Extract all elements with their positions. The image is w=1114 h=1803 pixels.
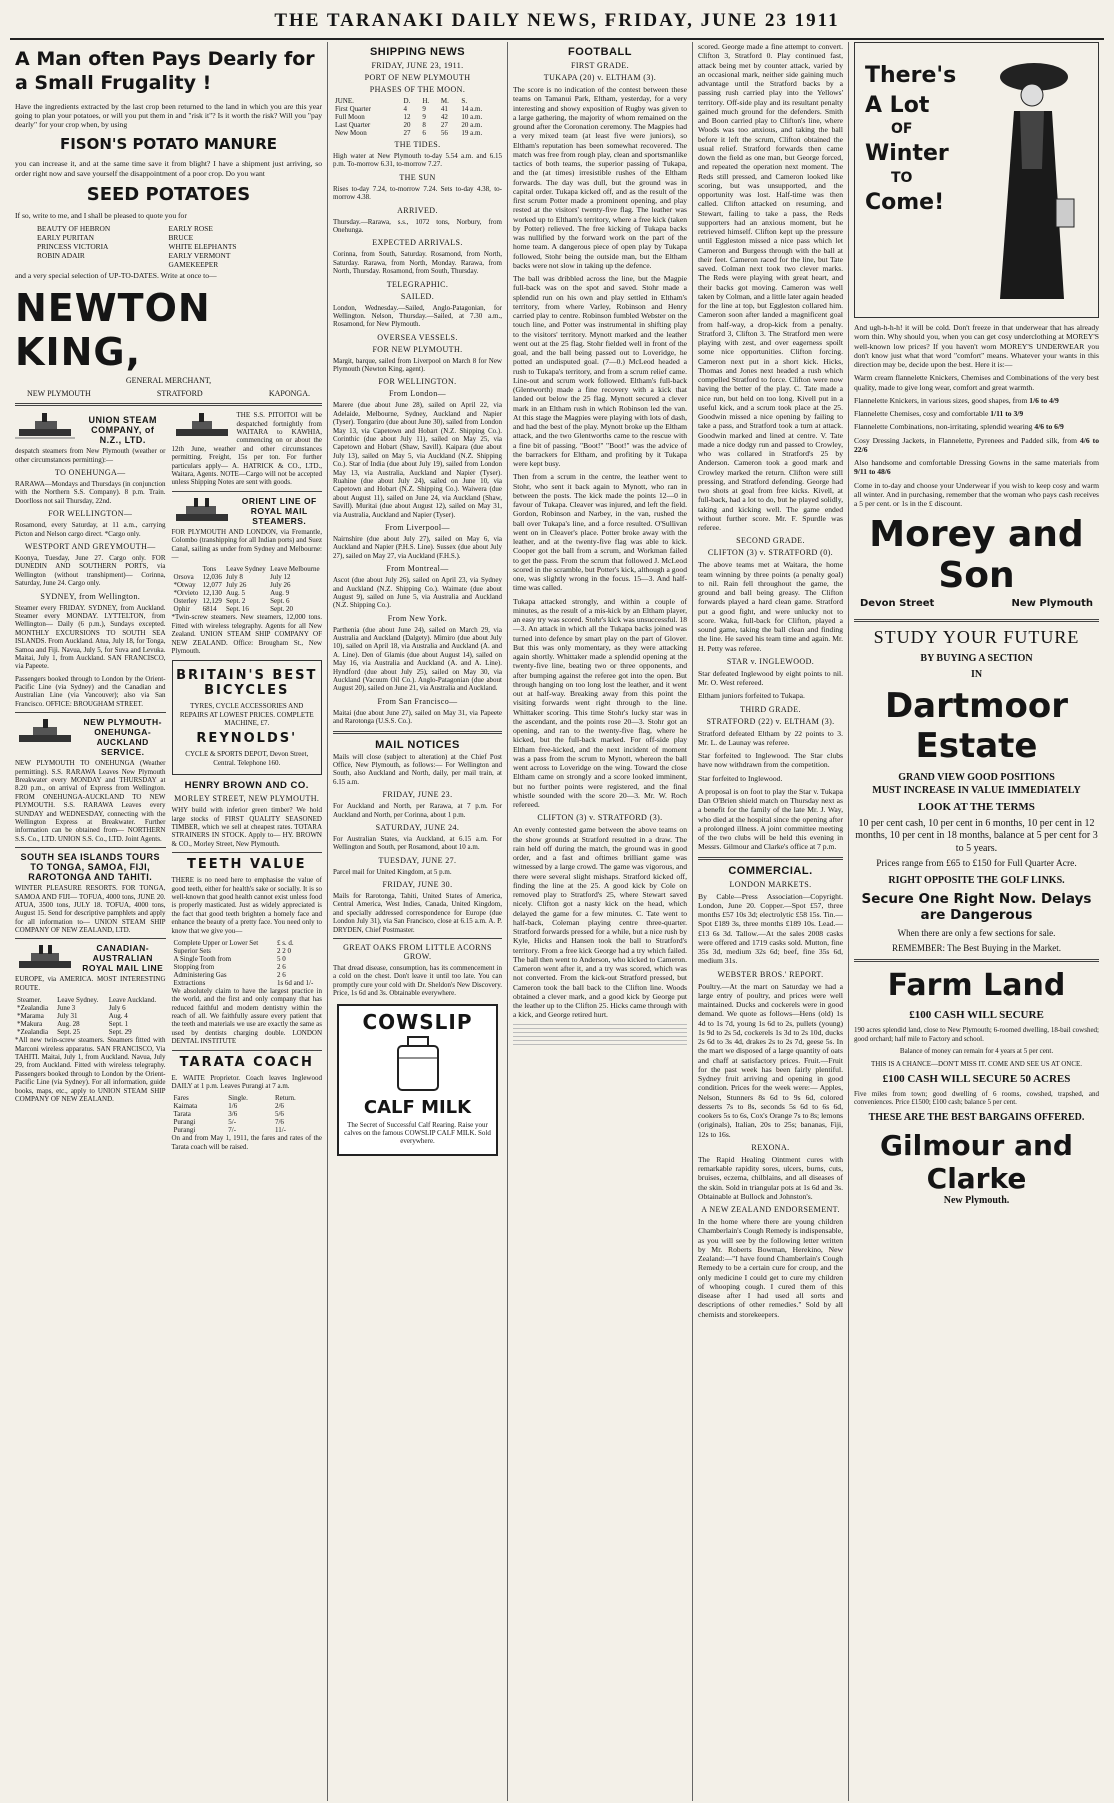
coach-table [172, 1094, 323, 1134]
bicycles-advert [172, 660, 323, 775]
seed-variety: GAMEKEEPER [168, 260, 219, 269]
place: KAPONGA. [268, 389, 310, 399]
vessels-text-5: Maitai (due about June 27), sailed on May 31, via Papeete and Rarotonga (U.S.S. Co.). [333, 708, 502, 726]
teeth-table [172, 939, 323, 987]
cowslip-text: The Secret of Successful Calf Rearing. Raise your calves on the famous COWSLIP CALF MILK. Sold everywhere. [344, 1120, 491, 1146]
terms-head: LOOK AT THE TERMS [918, 801, 1035, 814]
onehunga-text: RARAWA—Mondays and Thursdays (in conjunction with the Northern S.S. Company). 8 p.m. Train. Doorlloss not sail Thursday, 22nd. [15, 480, 166, 505]
shipping-headline: SHIPPING NEWS [369, 46, 466, 58]
table-row: *Orvieto 12,130 Aug. 5 Aug. 9 [173, 589, 290, 598]
sydney-text: Steamer every FRIDAY. SYDNEY, from Auckland. Steamer every MONDAY. LYTTELTON, from Wellington— Daily (6 p.m.), Sundays excepted. MONTHLY EXCURSIONS TO SOUTH SEA ISLANDS. From Auckland. Atua, July 18, for Tonga, Samoa and Fiji. Navua, July 5, for Suva and Levuka. Maitai, July 1, from Auckland. SAN FRANCISCO, via Papeete. [15, 603, 166, 671]
canadian-text: EUROPE, via AMERICA. MOST INTERESTING ROUTE. [15, 975, 166, 992]
overseas-head: OVERSEA VESSELS. [377, 332, 458, 342]
column-commercial [693, 42, 849, 1801]
table-row: Orsova 12,036 July 8 July 12 [173, 573, 291, 582]
south-sea-text: WINTER PLEASURE RESORTS. FOR TONGA, SAMOA AND FIJI— TOFUA, 4000 tons, JUNE 20. ATUA, 3500 tons, JULY 18. TOFUA, 4000 tons, August 15. Send for descriptive pamphlets and apply for all information to— UNION STEAM SHIP COMPANY OF NEW ZEALAND, LTD. [15, 884, 166, 935]
seed-headline: SEED POTATOES [86, 183, 251, 205]
friday30-text: Mails for Rarotonga, Tahiti, United States of America, Central America, West Indies, Canada, United Kingdom, and specially addressed correspondence for Europe (due London July 31), via San Francisco, close at 6.15 a.m. A. P. DRYDEN, Chief Postmaster. [333, 892, 502, 934]
table-row: Steamer. Leave Sydney. Leave Auckland. [17, 996, 157, 1005]
column-shipping [328, 42, 508, 1801]
advert-subcolumn-left [15, 411, 166, 1155]
seed-variety: PRINCESS VICTORIA [37, 242, 109, 251]
stratford3-text: Stratford defeated Eltham by 22 points to 3. Mr. L. de Launay was referee. [698, 728, 843, 747]
column-advertisements [10, 42, 328, 1801]
port-head: PORT OF NEW PLYMOUTH [364, 73, 471, 82]
gilmour-town: New Plymouth. [943, 1194, 1010, 1206]
rexona-head: REXONA. [751, 1142, 790, 1152]
vessels-text-4: Parthenia (due about June 24), sailed on March 29, via Australia and Auckland (Dalgety). Mimiro (due about July 10), sailed on April 18, via Australia and Auckland (A. and A. Line). Den of Glamis (due about August 14), sailed on May 16, via Australia and Auckland (A. and A. Line). Hyndford (due about July 25), sailed on May 30, via Auckland (Vacuum Oil Co.). Anglo-Patagonian (due about August 20), sailed on June 21, via Australia and Auckland. [333, 625, 502, 693]
table-row: Tarata 3/6 5/6 [173, 1110, 284, 1119]
advert-subcolumns [15, 411, 322, 1155]
table-row: *Zealandia June 3 July 6 [17, 1004, 126, 1013]
farm-text-2: Balance of money can remain for 4 years at 5 per cent. [899, 1047, 1054, 1056]
table-row: Stopping from 2 6 [173, 962, 286, 971]
table-row: Superior Sets 2 2 0 [173, 946, 291, 955]
seed-variety: ROBIN ADAIR [37, 251, 85, 260]
star-text: Star defeated Inglewood by eight points to nil. Mr. O. West refereed. [698, 668, 843, 687]
table-row: Administering Gas 2 6 [173, 970, 286, 979]
table-row: *Makura Aug. 28 Sept. 1 [17, 1020, 129, 1029]
stratford3-head: STRATFORD (22) v. ELTHAM (3). [706, 716, 835, 726]
from-montreal: From Montreal— [386, 564, 449, 574]
football-continued-text: scored. George made a fine attempt to convert. Clifton 3, Stratford 0. Play continued fast, attack being met by counter attack, varied by an occasional mark, neither side gaining much advantage until the Stratford backs by a passing rush carried play into the Yellows' territory. Off-side play and its resultant penalty gained much ground for the defenders. Smith and Boon carried play to Clifton's line, where Woods was too anxious, and taking the ball before it left the scrum, Clifton obtained the usual relief. Stratford forwards then came down the field as one man, but George forced, and repeated the operation next moment. The Reds still pressed, and Cameron looked like scoring, but was unsupported, and the opportunity was lost. Half-time was then called. Clifton attacked on resuming, and Stewart, failing to take a pass, the Reds supporters had an anxious moment, but he retrieved himself. Clifton kept up the pressure until Eggleston missed a nice pass which let Cameron and Burgess through with the ball at their feet. Cameron raced for the line, but Tate saved. Colman next took two clever marks. The Reds were playing with great heart, and their backs got moving. Cameron was well taken by Colman, and a little later again headed for the line at top, but Eggleston collared him. Cameron soon after landed a magnificent goal from half-way, a drop-kick from a penalty. Stratford 3, Clifton 3. The Stratford men were playing with zest, and over eagerness spoilt some nice opportunities. Clifton forcing. Cameron next put in a short kick. Hicks, Thomas and Jones next headed a rush which compelled Stratford to force. Clifton were now having the better of the play. C. Tate made a nice run, but held on too long. Kivell put in a useful kick, and a scrum took place at the 25. Goodwin missed a nice opening by failing to take a pass, and Stratford took a turn at attack. Goodwin marked and lined at centre. V. Tate made a nice dodgy run and passed to Crowley, who was collared in Stratford's 25 by Anderson. Cameron took a good mark and Crowley marked the return. Clifton were still pressing, and Stratford defending. George had two shots at goal from free kicks. Kivell, at full-back, had a lot to do, but he played solidly, taking and kicking well. The game ended without further score. Mr. F. Spurdle was referee. [698, 42, 843, 532]
brown-sub: MORLEY STREET, NEW PLYMOUTH. [174, 794, 320, 804]
cowslip-advert [337, 1004, 498, 1156]
orient-text-2: *Twin-screw steamers. New steamers, 12,000 tons. Fitted with wireless telegraphy. Agents for all New Zealand. UNION STEAM SHIP COMPANY OF NEW ZEALAND. Office: Brougham St., New Plymouth. [171, 613, 322, 655]
acorns-text: That dread disease, consumption, has its commencement in a cold on the chest. Don't leave it until too late. You can promptly cure your cold with Dr. Sheldon's New Discovery. Price, 1s 6d and 3s. Obtainable everywhere. [333, 964, 502, 998]
proposal-text: A proposal is on foot to play the Star v. Tukapa Dan O'Brien shield match on Thursday next as a benefit for the family of the late Mr. J. Way, who died at the hospital since the opening after a prolonged illness. A joint committee meeting of the two clubs will be held this evening in Messrs. Gilmour and Clarke's office at 7 p.m. [698, 786, 843, 852]
table-row: JUNE. D. H. M. S. [335, 97, 468, 105]
orient-table [172, 565, 323, 613]
tides-text: High water at New Plymouth to-day 5.54 a.m. and 6.15 p.m. To-morrow 6.31, to-morrow 7.27. [333, 152, 502, 169]
clifton2-head: CLIFTON (3) v. STRATFORD (0). [707, 548, 834, 558]
seed-variety: EARLY PURITAN [37, 233, 94, 242]
clifton-match-head: CLIFTON (3) v. STRATFORD (3). [537, 813, 663, 823]
table-row: Kaimata 1/6 2/6 [173, 1102, 284, 1111]
commercial-headline: COMMERCIAL. [728, 864, 813, 877]
from-liverpool: From Liverpool— [385, 522, 450, 532]
friday-text: For Auckland and North, per Rarawa, at 7 p.m. For Auckland and North, per Corinna, about 1 p.m. [333, 802, 502, 819]
acorns-head: GREAT OAKS FROM LITTLE ACORNS GROW. [343, 943, 492, 962]
dartmoor-tag-1: GRAND VIEW GOOD POSITIONS [898, 772, 1055, 784]
passengers-text: Passengers booked through to London by the Orient-Pacific Line (via Sydney) and the Canadian and Australian Line (via Vancouver); also via San Francisco. OFFICE: BROUGHAM STREET. [15, 674, 166, 708]
coach-head: TARATA COACH [179, 1054, 314, 1070]
seed-variety: WHITE ELEPHANTS [168, 242, 237, 251]
mail-headline: MAIL NOTICES [375, 738, 460, 751]
from-newyork: From New York. [387, 613, 448, 623]
table-row: New Moon 27 6 56 19 a.m. [335, 129, 483, 137]
list-item: Flannelette Knickers, in various sizes, good shapes, from 1/6 to 4/9 [854, 395, 1059, 405]
sun-head: THE SUN [399, 172, 436, 182]
table-row: *Otway 12,077 July 26 July 26 [173, 581, 291, 590]
newton-king-name: NEWTON KING, [15, 286, 211, 375]
webster-head: WEBSTER BROS.' REPORT. [717, 969, 824, 979]
list-item: Flannelette Chemises, cosy and comfortable 1/11 to 3/9 [854, 409, 1024, 418]
shipping-date: FRIDAY, JUNE 23, 1911. [371, 61, 464, 70]
farm-land-head: Farm Land [887, 968, 1066, 1004]
winter-headline: There's A Lot OF Winter TO Come! [865, 63, 957, 215]
wellington-text: Rosamond, every Saturday, at 11 a.m., carrying Picton and Nelson cargo direct. *Cargo only. [15, 521, 166, 538]
table-row: Fares Single. Return. [173, 1094, 296, 1103]
teeth-text: THERE is no need here to emphasise the value of good teeth, either for health's sake or socially. It is so well-known that good health cannot exist unless food is properly masticated. Just as widely appreciated is the fact that good teeth brighten a homely face and enhance the beauty of a pretty face. You need only to know that we give you— [171, 876, 322, 935]
farm-cash-2: £100 CASH WILL SECURE 50 ACRES [882, 1072, 1071, 1085]
bicycles-head: BRITAIN'S BEST BICYCLES [176, 668, 318, 699]
table-row: First Quarter 4 9 41 14 a.m. [335, 105, 483, 113]
column-football [508, 42, 693, 1801]
saturday-text: For Australian States, via Auckland, at 6.15 a.m. For Wellington and South, per Rosamond, about 10 a.m. [333, 834, 502, 852]
arrived-head: ARRIVED. [397, 205, 438, 215]
place: STRATFORD [156, 389, 203, 399]
morey-address: Devon Street New Plymouth [860, 598, 1093, 610]
webster-text: Poultry.—At the mart on Saturday we had a large entry of poultry, and prices were well maintained. Ducks and cockerels were in good demand. We quote as follows—Hens (old) 1s 4d to 1s 7d, young 1s 6d to 2s, pullets (young) 1s 9d to 2s 5d, cockerels 1s 3d to 2s 10d, ducks 2s 6d to 3s 4d, drakes 2s to 2s 7d, geese 5s. In the mart we disposed of a large quantity of oats and chaff at satisfactory prices. Fruit.—Fruit for the past week has been fairly plentiful. Sydney fruit arriving and opening in good condition. Prices for the week were:— Apples, Nelson, Stunners 8s 6d to 9s 6d, colored desserts 7s to 8s, seconds 5s 6d to 6s 6d, cookers 5s to 6s, Cox's Orange 7s to 8s; lemons (originals), Italian, 20s to 25s; bananas, Fiji, 12s to 16s. [698, 981, 843, 1139]
list-item: Warm cream flannelette Knickers, Chemises and Combinations of the very best quality, made to give long wear, comfort and great warmth. [854, 373, 1099, 392]
columns [10, 42, 1104, 1801]
fison-text: Have the ingredients extracted by the last crop been returned to the land in which you are this year going to plan your potatoes, or will you put them in and "risk it"? Is it worth the risk? Will you "pay dearly" for your crop when, by using [15, 101, 322, 129]
column-display-ads [849, 42, 1104, 1801]
cowslip-brand: COWSLIP [362, 1009, 473, 1034]
fison-brand: FISON'S POTATO MANURE [59, 135, 278, 154]
steamship-icon [172, 411, 232, 441]
dartmoor-estate-name: Dartmoor Estate [884, 686, 1069, 767]
overseas-text: Margit, barque, sailed from Liverpool on March 8 for New Plymouth (Newton King, agent). [333, 356, 502, 374]
waitara-text: THE S.S. PITOITOI will be despatched fortnightly from WAITARA to KAWHIA, commencing on or about the 12th June, weather and other circumstances permitting. Freight, 15s per ton. For further particulars apply— A. HATRICK & CO., LTD., Waitara, Agents. NOTE—Cargo will not be accepted unless Shipping Notes are sent with goods. [171, 411, 322, 487]
steamship-icon [172, 496, 232, 526]
moon-table [333, 97, 502, 137]
milk-can-icon [383, 1034, 453, 1094]
reynolds-name: REYNOLDS' [196, 731, 298, 747]
tukapa-text-2: The ball was dribbled across the line, but the Magpie full-back was on the spot and saved. Stohr made a splendid run on his own and play settled in Eltham's territory, from where Varley, Robinson and Henry carried play to centre. Robinson fumbled Webster on the touch line, and Potter was instrumental in shifting play to the visitors' territory. Mynott marked and the leather went out at the 25 flag. Stohr fielded well in front of the goal, and the ball being passed out to Loveridge, he potted an undisputed goal. (7—0.) McLeod headed a rush to Tukapa's territory, and from a scrum relief came. Line-out and scrum work followed. Eltham's full-back (Glentworth) made a fine recovery with a kick that landed out below the 25 flag. Mynott secured a clever mark in an Eltham rush in which Robinson led the van. At this stage the Magpies were playing with lots of dash, and had the best of the play. Mynott broke up the Eltham attack, and the two Glentworths came to the rescue with a fine bit of passing. "Boot!" "Boot!" was the advice of the barrackers for Eltham, and profiting by it Tukapa were kept busy. [513, 274, 687, 468]
fison-headline: A Man often Pays Dearly for a Small Frugality ! [15, 48, 315, 94]
table-row: A Single Tooth from 5 0 [173, 954, 286, 963]
dartmoor-tag-2: MUST INCREASE IN VALUE IMMEDIATELY [872, 785, 1081, 797]
wellington-sub: FOR WELLINGTON. [378, 377, 457, 387]
advert-subcolumn-right [172, 411, 323, 1155]
overseas-sub: FOR NEW PLYMOUTH. [372, 344, 463, 354]
reynolds-text: CYCLE & SPORTS DEPOT, Devon Street, Central. Telephone 160. [185, 750, 309, 767]
expected-head: EXPECTED ARRIVALS. [372, 238, 463, 248]
from-london: From London— [388, 389, 447, 399]
farm-chance: THIS IS A CHANCE—DON'T MISS IT. COME AND SEE US AT ONCE. [870, 1059, 1083, 1068]
teeth-text-2: We absolutely claim to have the largest practice in the world, and the first and only company that has reduced faithful and modern dentistry within the reach of all. We faithfully assure every patient that the teeth and materials we use are exactly the same as used by dentists charging double. LONDON DENTAL INSTITUTE [171, 986, 322, 1046]
seed-text-2: and a very special selection of UP-TO-DATES. Write at once to— [15, 271, 217, 280]
tukapa-text-3: Then from a scrum in the centre, the leather went to Stohr, who sent it back again to Mynott, who ran in between the posts. The kick made the points 12—0 in favour of Tukapa. Cleaver was injured, and left the field. Gordon, Robinson and Narbey, in the van, rushed the ball over Tukapa's line, and a force resulted. O'Sullivan went on in Cleaver's place. Potter broke away with the leather, and at the twenty-five flag was able to kick. Cooper got the ball from a scrum, and Workman failed to get the pass. From the scrum that followed J. McLeod scored in the scramble, but Potter's kick, although a good one, was slightly wrong in the focus. 15—3. And half-time was called. [513, 472, 687, 593]
table-row: *Marama July 31 Aug. 4 [17, 1012, 128, 1021]
orient-text: FOR PLYMOUTH AND LONDON, via Fremantle, Colombo (transhipping for all Indian ports) and Suez Canal, sailing as under from Sydney and Melbourne:— [171, 527, 322, 561]
table-row: Tons Leave Sydney Leave Melbourne [202, 565, 320, 574]
table-row: *Zealandia Sept. 25 Sept. 29 [17, 1028, 132, 1037]
study-sub: BY BUYING A SECTION [920, 653, 1033, 665]
brown-text: WHY build with inferior green timber? We hold large stocks of FIRST QUALITY SEASONED TIMBER, which we sell at cheapest rates. TOTARA STRAINERS IN STOCK. Apply to— HY. BROWN & CO., Morley Street, New Plymouth. [171, 806, 322, 848]
list-item: Flannelette Combinations, non-irritating, splendid wearing 4/6 to 6/9 [854, 422, 1064, 432]
tukapa-text-4: Tukapa attacked strongly, and within a couple of minutes, as the result of a mis-kick by an Eltham player, an easy try was scored. Stohr's kick was unsuccessful. 18—3. An attack in which all the Tukapa backs joined was turned into defence by smart play on the part of Glover. But this was only momentary, as they were attacking again shortly. Whittaker made a splendid opening at the twenty-five line, beating two or three opponents, and after bumping against the referee got into the open. But through hanging on too long lost the leather, and it went out at half-way. Breaking away from this point the visiting forwards went right through to the line. Whittaker scoring. This time Stohr's lucky star was in the ascendant, and the points rose 20—3. Stohr got an opening, and ran to the twenty-five flag, where he kicked, but the full-back marked. For off-side play Eltham free-kicked, and the next incident of moment was a pass from the scrum to Mynott, whereon the ball went across to Loveridge on the wing. Toward the close Eltham came on strongly and a score looked imminent, but no further points were registered, and the final whistle sounded with the score 20—3. Mr. W. Roch refereed. [513, 596, 687, 809]
seed-variety: BRUCE [168, 233, 194, 242]
table-row: Full Moon 12 9 42 10 a.m. [335, 113, 483, 121]
seed-variety: BEAUTY OF HEBRON [37, 224, 111, 233]
first-grade: FIRST GRADE. [571, 61, 629, 70]
woman-in-coat-illustration [972, 49, 1092, 304]
second-grade: SECOND GRADE. [736, 536, 805, 546]
table-row: Osterley 12,129 Sept. 2 Sept. 6 [173, 597, 290, 606]
seed-variety: EARLY VERMONT [168, 251, 231, 260]
morey-and-son-name: Morey and Son [869, 514, 1084, 597]
union-steam-headline: UNION STEAM COMPANY, of N.Z., LTD. [88, 415, 157, 446]
star3-text-2: Star forfeited to Inglewood. [698, 773, 783, 783]
seed-text: If so, write to me, and I shall be pleased to quote you for [15, 210, 187, 220]
table-row: Purangi 5/- 7/6 [173, 1118, 284, 1127]
south-sea-head: SOUTH SEA ISLANDS TOURS TO TONGA, SAMOA, FIJI, RAROTONGA AND TAHITI. [20, 852, 160, 883]
newton-king-sub: GENERAL MERCHANT, [125, 376, 212, 386]
expected-text: Corinna, from South, Saturday. Rosamond, from North, Saturday. Rarawa, from North, Monday. Rarawa, from North, Thursday. Rosamond, from South, Thursday. [333, 250, 502, 276]
tuesday-head: TUESDAY, JUNE 27. [378, 855, 457, 865]
arrived-text: Thursday.—Rarawa, s.s., 1072 tons, Norbury, from Onehunga. [333, 217, 502, 234]
table-row: Complete Upper or Lower Set £ s. d. [173, 938, 294, 947]
cowslip-product: CALF MILK [363, 1096, 472, 1118]
masthead: THE TARANAKI DAILY NEWS, FRIDAY, JUNE 23 1911 [10, 4, 1104, 40]
place: NEW PLYMOUTH [27, 389, 91, 399]
canadian-table [15, 996, 166, 1036]
mail-text: Mails will close (subject to alteration) at the Chief Post Office, New Plymouth, as follows:— For Wellington and South, also Auckland and North, daily, per mail train, at 6.15 a.m. [333, 752, 502, 786]
list-item: Cosy Dressing Jackets, in Flannelette, Pyrenees and Padded silk, from 4/6 to 22/6 [854, 435, 1099, 454]
terms-text: 10 per cent cash, 10 per cent in 6 months, 10 per cent in 12 months, 10 per cent in 18 months, balance at 5 per cent for 3 to 5 years. [855, 818, 1098, 854]
farm-text-1: 190 acres splendid land, close to New Plymouth; 6-roomed dwelling, 18-bail cowshed; good orchard; half mile to Factory and school. [854, 1026, 1099, 1043]
onehunga-service-text: NEW PLYMOUTH TO ONEHUNGA (Weather permitting). S.S. RARAWA Leaves New Plymouth Breakwater every MONDAY and THURSDAY at 8.20 p.m., on arrival of Express from Wellington. FROM ONEHUNGA-AUCKLAND TO NEW PLYMOUTH. S.S. RARAWA Leaves every SUNDAY and WEDNESDAY, connecting with the Wellington Express at Breakwater. Further information can be obtained from— NORTHERN S.S. Co., LTD. UNION S.S. Co., LTD. Joint Agents. [15, 759, 166, 843]
winter-advert [854, 42, 1099, 318]
remember-text: REMEMBER: The Best Buying in the Market. [891, 943, 1062, 954]
tuesday-text: Parcel mail for United Kingdom, at 5 p.m. [333, 867, 452, 876]
union-steam-text: despatch steamers from New Plymouth (weather or other circumstances permitting):— [15, 447, 166, 464]
secure-head: Secure One Right Now. Delays are Dangerous [861, 891, 1092, 924]
clifton2-text: The above teams met at Waitara, the home team winning by three points (a penalty goal) to nil. Rain fell throughout the game, the ground and ball being greasy. The Clifton forwards played a hard clean game. Stratford put a good fight, and were unlucky not to score. Waka, full-back for Clifton, played a sound game, taking the ball clean and finding the line. He saved his team time and again. Mr. H. Petty was referee. [698, 560, 843, 653]
onehunga-head: TO ONEHUNGA— [54, 468, 126, 478]
orient-head: ORIENT LINE OF ROYAL MAIL STEAMERS. [241, 495, 317, 526]
friday-head: FRIDAY, JUNE 23. [382, 790, 453, 800]
steamship-icon [15, 411, 75, 441]
morey-text: And ugh-h-h-h! it will be cold. Don't freeze in that underwear that has already worn thin. Why should you, when you can get cosy underclothing at MOREY'S well-known low prices? If you haven't worn MOREY'S UNDERWEAR you don't know just what that word "comfort" means. Whatever your wants in this direction may be, decide upon the best. Here it is:— [854, 323, 1099, 369]
steamship-icon [15, 943, 75, 973]
coach-text: E. WAITE Proprietor. Coach leaves Inglewood DAILY at 1 p.m. Leaves Purangi at 7 a.m. [171, 1073, 322, 1091]
clifton-text: An evenly contested game between the above teams on the show grounds at Stratford resulted in a draw. The rain held off during the match, the ground was in good order, and a fast and oftimes brilliant game was witnessed by a large crowd. The game was vigorous, and there were several slight mishaps. Stratford kicked off, finding the line at the 25. A good kick by Cole on removed play to Stratford's 25, where Stewart saved nicely. Clifton got a nasty kick on the head, which delayed the game for a few minutes. C. Tate went to half-back, Coleman playing centre three-quarter. Stratford forwards pressed for a while, but a nice rush by Kyle, Hicks and Hansen took the ball to Stratford's territory. From a free kick George had a try which failed. The ball then went to Anderson, who kicked to Cameron. Cameron went after it, and a try was scored, which was not converted. From the kick-out Stratford pressed, but Cameron took the ball back to the Clifton line. Woods obtained a clever mark, and a good kick by George put the leather up to the Clifton 25. Hicks came through with a kick, and George retired hurt. [513, 825, 687, 1020]
from-sf: From San Francisco— [377, 696, 458, 706]
seed-variety: EARLY ROSE [168, 224, 213, 233]
fison-text-2: you can increase it, and at the same time save it from blight? I have a shipment just arriving, so order right now and save yourself the disappointment of a poor crop. Do you want [15, 159, 322, 178]
canadian-head: CANADIAN-AUSTRALIAN ROYAL MAIL LINE [82, 943, 164, 974]
rexona-text: The Rapid Healing Ointment cures with remarkable rapidity sores, ulcers, burns, cuts, bruises, eczema, chilblains, and all diseases of the skin. Sold in triangular pots at 1s 6d and 3s. Obtainable at Bullock and Johnston's. [698, 1154, 843, 1201]
morey-items [854, 373, 1099, 476]
tukapa-text: The score is no indication of the contest between these teams on Tamanui Park, Eltham, yesterday, for a very interesting and showy exposition of Rugby was given to a large gathering, the majority of whom remained on the ground after the Coronation ceremony. The Magpies had a very mixed team (at least five were juniors), so Eltham's reputation has been somewhat recovered. The match was free from rough play, clean and sportsmanlike tactics of both teams, the superior passing of Tukapa, and the (at times) irresistible rushes of the Eltham forwards. The day was dull, but the ground was in capital order. Tukapa kicked off, and as the result of the first scrum Potter made a prominent opening, and play rested at the visitors' twenty-five flag. The leather was worked up to Eltham's territory, where a free kick (taken by Potter) relieved. The free kicking of Tukapa backs was nullified by the forward work on the part of the home team. A dangerous piece of open play by Tukapa followed, Stohr being the outside man, but the Eltham backs were not slow in taking up the defence. [513, 85, 687, 270]
list-item: Also handsome and comfortable Dressing Gowns in the same materials from 9/11 to 48/6 [854, 458, 1099, 477]
tukapa-match-head: TUKAPA (20) v. ELTHAM (3). [543, 73, 657, 82]
canadian-text-2: *All new twin-screw steamers. Steamers fitted with Marconi wireless apparatus. SAN FRANCISCO, Via TAHITI. Maitai, July 1, from Auckland. Navua, July 29, from Auckland. Fitted with wireless telegraphy. Passengers booked through to London by the Orient-Pacific Line (via Sydney). For all information, guide books, maps, etc., apply to UNION STEAM SHIP COMPANY OF NEW ZEALAND. [15, 1036, 166, 1103]
third-grade: THIRD GRADE. [740, 704, 801, 714]
star3-text: Star forfeited to Inglewood. The Star clubs have now withdrawn from the competition. [698, 751, 843, 770]
markets-head: LONDON MARKETS. [729, 879, 812, 889]
football-headline: FOOTBALL [568, 46, 632, 58]
eltham-text: Eltham juniors forfeited to Tukapa. [698, 691, 805, 701]
friday30-head: FRIDAY, JUNE 30. [382, 880, 453, 890]
moon-head: PHASES OF THE MOON. [369, 85, 466, 94]
brown-head: HENRY BROWN AND CO. [184, 780, 309, 792]
prices-text: Prices range from £65 to £150 for Full Quarter Acre. [876, 858, 1077, 869]
seed-varieties [37, 224, 300, 269]
saturday-head: SATURDAY, JUNE 24. [375, 822, 460, 832]
bicycles-text: TYRES, CYCLE ACCESSORIES AND REPAIRS AT LOWEST PRICES. COMPLETE MACHINE, £7. [179, 702, 314, 728]
star-head: STAR v. INGLEWOOD. [726, 656, 815, 666]
steamship-icon [15, 717, 75, 747]
sailed-text: London, Wednesday.—Sailed, Anglo-Patagonian, for Wellington. Nelson, Thursday.—Sailed, at 7.30 a.m., Rosamond, for New Plymouth. [333, 303, 502, 329]
secure-sub: When there are only a few sections for sale. [897, 928, 1056, 939]
gilmour-clarke-name: Gilmour and Clarke [880, 1128, 1073, 1195]
tides-head: THE TIDES. [394, 140, 441, 149]
vessels-text-2: Nairnshire (due about July 27), sailed on May 6, via Auckland and Napier (P.H.S. Line). Sussex (due about July 27), sailed on May 27, via Auckland (F.H.S.). [333, 534, 502, 560]
onehunga-service-head: NEW PLYMOUTH-ONEHUNGA-AUCKLAND SERVICE. [83, 717, 162, 758]
sailed-head: SAILED. [400, 291, 435, 301]
sydney-head: SYDNEY, from Wellington. [40, 591, 141, 601]
golf-text: RIGHT OPPOSITE THE GOLF LINKS. [888, 875, 1065, 887]
endorse-head: A NEW ZEALAND ENDORSEMENT. [701, 1205, 840, 1214]
newton-king-places [27, 389, 310, 398]
table-row: Ophir 6814 Sept. 16 Sept. 20 [173, 605, 294, 614]
study-in: IN [970, 669, 983, 681]
wellington-head: FOR WELLINGTON— [48, 509, 133, 519]
telegraphic-head: TELEGRAPHIC. [386, 279, 449, 289]
morey-text-2: Come in to-day and choose your Underwear if you wish to keep cosy and warm all winter. And in purchasing, remember that the woman who pays cash receives a 5 per cent. or 1s in the £ discount. [854, 480, 1099, 508]
teeth-head: TEETH VALUE [187, 857, 307, 873]
sun-text: Rises to-day 7.24, to-morrow 7.24. Sets to-day 4.38, to-morrow 4.38. [333, 184, 502, 202]
vessels-text: Marere (due about June 28), sailed on April 22, via Adelaide, Melbourne, Sydney, Auckland and Napier (Tyser). Tongariro (due about June 30), sailed from London May 13, via Capetown and Hobart (N.Z. Shipping Co.). Corinthic (due about July 11), sailed on May 25, via Capetown and Hobart (Shaw, Savill). Kaipara (due about July 13), sailed on May 5, via Auckland (N.Z. Shipping Co.). Star of India (due about July 19), sailed from London May 13, via Australia, Auckland and Napier (Tyser). Ruahine (due about July 24), sailed on June 10, via Capetown and Hobart (N.Z. Shipping Co.). Waiwera (due about August 11), sailed on June 24, via Auckland (Shaw, Savill). Muritai (due about August 12), sailed on May 31, via Australia, Auckland and Napier (Tyser). [333, 401, 502, 519]
farm-text-3: Five miles from town; good dwelling of 6 rooms, cowshed, trapshed, and conveniences. Price £1500; £100 cash; balance 5 per cent. [854, 1089, 1099, 1107]
vessels-text-3: Ascot (due about July 26), sailed on April 23, via Sydney and Auckland (N.Z. Shipping Co.). Waimate (due about August 9), sailed on June 5, via Australia and Auckland (N.Z. Shipping Co.). [333, 576, 502, 610]
bargains-text: THESE ARE THE BEST BARGAINS OFFERED. [868, 1111, 1085, 1123]
table-row: Purangi 7/- 11/- [173, 1126, 286, 1135]
markets-text: By Cable—Press Association—Copyright. London, June 20. Copper.—Spot £57, three months £57 10s 3d; electrolytic £58 15s. Tin.—Spot £189 3s, three months £189 10s. Lead.—£13 6s 3d. Tallow.—At the sales 2008 casks were offered and 1719 casks sold. Mutton, fine 35s 3d, medium 32s 6d; beef, fine 35s 6d, medium 31s. [698, 891, 843, 966]
coach-text-2: On and from May 1, 1911, the fares and rates of the Tarata coach will be raised. [171, 1134, 322, 1151]
westport-text: Koonya, Tuesday, June 27. Cargo only. FOR DUNEDIN AND SOUTHERN PORTS, via Wellington (without transhipment)— Corinna, Saturday, June 24. Cargo only. [15, 553, 166, 588]
study-future-head: STUDY YOUR FUTURE [873, 627, 1080, 648]
table-row: Extractions 1s 6d and 1/- [173, 978, 314, 987]
table-row: Last Quarter 20 8 27 20 a.m. [335, 121, 483, 129]
westport-head: WESTPORT AND GREYMOUTH— [24, 541, 156, 551]
endorse-text: In the home where there are young children Chamberlain's Cough Remedy is indispensable, as you will see by the following letter written by Mr. Roberts Bowman, Herekino, New Zealand:—"I have found Chamberlain's Cough Remedy to be a certain cure for croup, and the only medicine I could get to cure my children of whooping cough. I cured them of this disease after I had used all sorts and descriptions of other remedies." Sold by all chemists and storekeepers. [698, 1217, 843, 1319]
farm-cash-1: £100 CASH WILL SECURE [909, 1009, 1044, 1022]
